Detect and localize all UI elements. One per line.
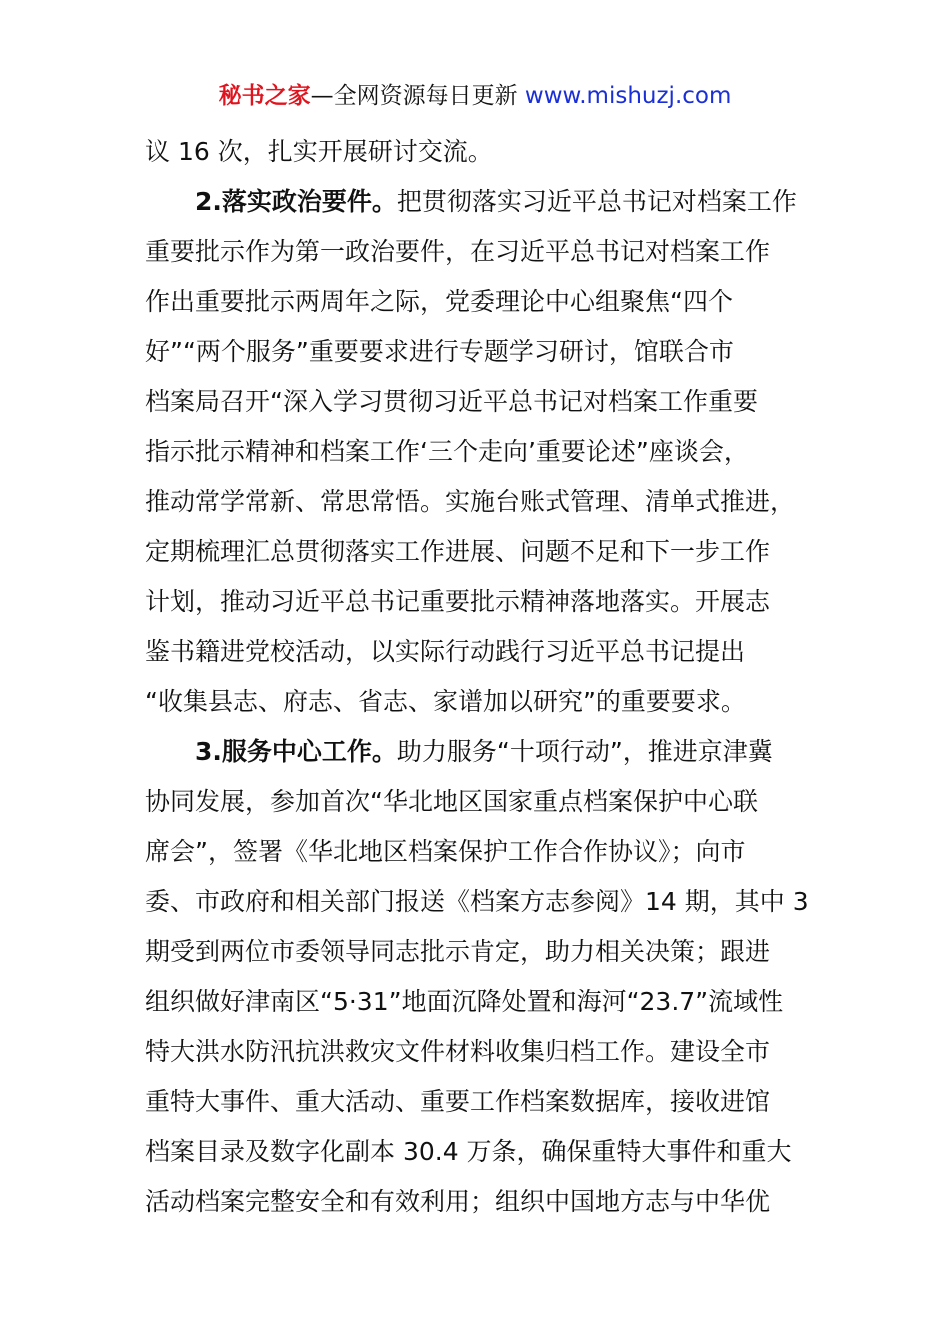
paragraph-text: 把贯彻落实习近平总书记对档案工作 xyxy=(396,187,797,216)
paragraph-line: 定期梳理汇总贯彻落实工作进展、问题不足和下一步工作 xyxy=(145,537,771,566)
paragraph-line: 档案目录及数字化副本 30.4 万条，确保重特大事件和重大 xyxy=(145,1137,792,1166)
paragraph-line: 活动档案完整安全和有效利用；组织中国地方志与中华优 xyxy=(145,1187,771,1216)
paragraph-line: 档案局召开“深入学习贯彻习近平总书记对档案工作重要 xyxy=(145,387,758,416)
paragraph-line: “收集县志、府志、省志、家谱加以研究”的重要要求。 xyxy=(145,687,746,716)
paragraph-line: 好”“两个服务”重要要求进行专题学习研讨，馆联合市 xyxy=(145,337,734,366)
paragraph-line: 计划，推动习近平总书记重要批示精神落地落实。开展志 xyxy=(145,587,771,616)
section-heading: 2.落实政治要件。 xyxy=(195,187,397,216)
section-heading: 3.服务中心工作。 xyxy=(195,737,397,766)
paragraph-line: 重特大事件、重大活动、重要工作档案数据库，接收进馆 xyxy=(145,1087,771,1116)
document-body xyxy=(145,127,810,1227)
brand-name: 秘书之家 xyxy=(218,83,311,109)
paragraph-line: 指示批示精神和档案工作‘三个走向’重要论述”座谈会， xyxy=(145,437,749,466)
site-url-link[interactable]: www.mishuzj.com xyxy=(524,83,732,109)
paragraph-line: 作出重要批示两周年之际，党委理论中心组聚焦“四个 xyxy=(145,287,733,316)
paragraph-line: 期受到两位市委领导同志批示肯定，助力相关决策；跟进 xyxy=(145,937,771,966)
site-header xyxy=(0,80,950,112)
paragraph-line: 重要批示作为第一政治要件，在习近平总书记对档案工作 xyxy=(145,237,771,266)
paragraph-line: 鉴书籍进党校活动，以实际行动践行习近平总书记提出 xyxy=(145,637,746,666)
paragraph-text: 助力服务“十项行动”，推进京津冀 xyxy=(396,737,773,766)
paragraph-line xyxy=(145,177,810,227)
header-tagline: —全网资源每日更新 xyxy=(310,83,518,109)
paragraph-line xyxy=(145,727,810,777)
paragraph-line: 组织做好津南区“5·31”地面沉降处置和海河“23.7”流域性 xyxy=(145,987,784,1016)
paragraph-line: 协同发展，参加首次“华北地区国家重点档案保护中心联 xyxy=(145,787,758,816)
paragraph-line: 议 16 次，扎实开展研讨交流。 xyxy=(145,137,493,166)
paragraph-line: 特大洪水防汛抗洪救灾文件材料收集归档工作。建设全市 xyxy=(145,1037,771,1066)
paragraph-line: 委、市政府和相关部门报送《档案方志参阅》14 期，其中 3 xyxy=(145,887,809,916)
paragraph-line: 席会”，签署《华北地区档案保护工作合作协议》；向市 xyxy=(145,837,746,866)
paragraph-line: 推动常学常新、常思常悟。实施台账式管理、清单式推进， xyxy=(145,487,796,516)
